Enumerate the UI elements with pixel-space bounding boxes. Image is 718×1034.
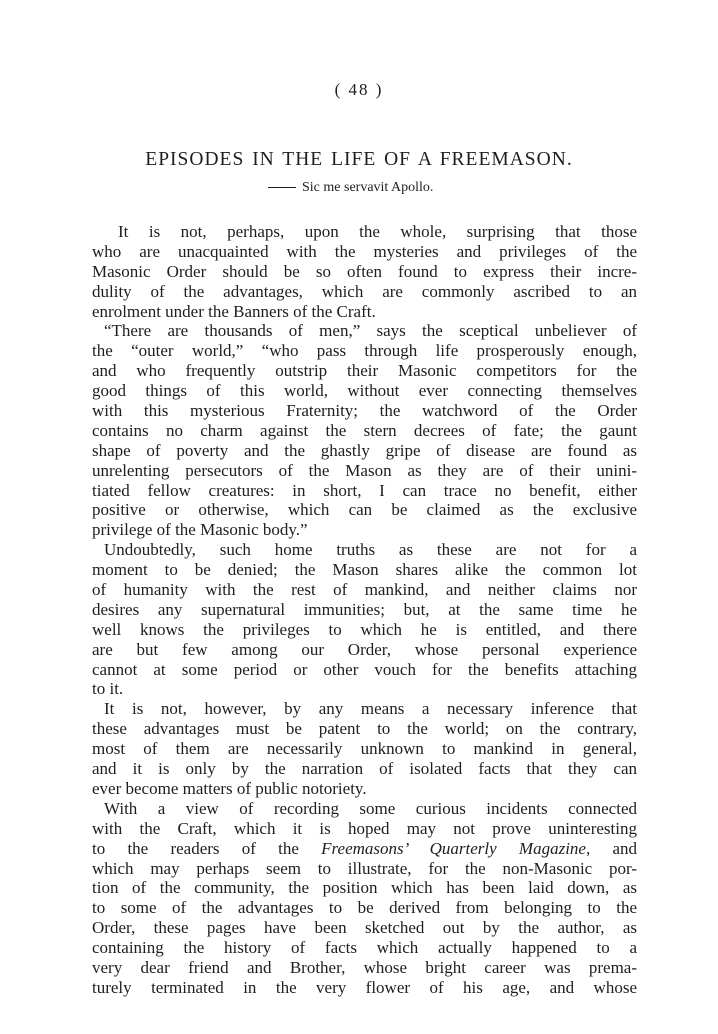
text-line: unrelenting persecutors of the Mason as they are of their unini- <box>92 460 637 480</box>
text-line: contains no charm against the stern decrees of fate; the gaunt <box>92 420 637 440</box>
text-line: and it is only by the narration of isolated facts that they can <box>92 759 637 779</box>
text-line: enrolment under the Banners of the Craft. <box>92 301 376 321</box>
text-line: dulity of the advantages, which are commonly ascribed to an <box>92 281 637 301</box>
text-line: Order, these pages have been sketched out by the author, as <box>92 918 637 938</box>
text-line: of humanity with the rest of mankind, and neither claims nor <box>92 580 637 600</box>
epigraph-text: Sic me servavit Apollo. <box>302 180 434 195</box>
body-text <box>92 222 637 998</box>
epigraph-dash <box>268 187 296 188</box>
text-line: most of them are necessarily unknown to mankind in general, <box>92 739 637 759</box>
text-line: Masonic Order should be so often found to express their incre- <box>92 261 637 281</box>
text-line: tion of the community, the position which has been laid down, as <box>92 878 637 898</box>
text-line: the “outer world,” “who pass through life prosperously enough, <box>92 341 637 361</box>
text-line: Undoubtedly, such home truths as these are not for a <box>104 540 637 560</box>
text-line: and who frequently outstrip their Masonic competitors for the <box>92 361 637 381</box>
text-line: It is not, however, by any means a necessary inference that <box>104 699 637 719</box>
text-line: desires any supernatural immunities; but, at the same time he <box>92 599 637 619</box>
page-number: ( 48 ) <box>334 80 384 99</box>
text-line: well knows the privileges to which he is entitled, and there <box>92 619 637 639</box>
text-line: moment to be denied; the Mason shares alike the common lot <box>92 560 637 580</box>
text-line: cannot at some period or other vouch for the benefits attaching <box>92 659 637 679</box>
text-line: to it. <box>92 679 124 699</box>
text-line: shape of poverty and the ghastly gripe of disease are found as <box>92 440 637 460</box>
text-fragment: to the readers of the <box>92 838 322 858</box>
text-line: It is not, perhaps, upon the whole, surprising that those <box>118 222 637 241</box>
text-line: privilege of the Masonic body.” <box>92 520 308 540</box>
text-line-with-italic <box>92 839 637 859</box>
text-line: tiated fellow creatures: in short, I can trace no benefit, either <box>92 480 637 500</box>
text-line: “There are thousands of men,” says the sceptical unbeliever of <box>104 321 637 341</box>
text-line: with the Craft, which it is hoped may not prove uninteresting <box>92 818 637 838</box>
text-line: good things of this world, without ever connecting themselves <box>92 381 637 401</box>
magazine-title: Freemasons’ Quarterly Magazine, <box>321 838 591 858</box>
text-line: are but few among our Order, whose personal experience <box>92 639 637 659</box>
page-title: EPISODES IN THE LIFE OF A FREEMASON. <box>145 149 573 170</box>
text-line: ever become matters of public notoriety. <box>92 778 367 798</box>
text-line: these advantages must be patent to the world; on the contrary, <box>92 719 637 739</box>
epigraph <box>268 180 433 196</box>
text-line: containing the history of facts which actually happened to a <box>92 938 637 958</box>
text-line: positive or otherwise, which can be claimed as the exclusive <box>92 500 637 520</box>
text-line: who are unacquainted with the mysteries and privileges of the <box>92 241 637 261</box>
text-line: turely terminated in the very flower of his age, and whose <box>92 977 637 997</box>
text-line: very dear friend and Brother, whose bright career was prema- <box>92 957 637 977</box>
text-line: which may perhaps seem to illustrate, for the non-Masonic por- <box>92 858 637 878</box>
text-fragment: and <box>590 838 637 858</box>
text-line: with this mysterious Fraternity; the watchword of the Order <box>92 401 637 421</box>
text-line: With a view of recording some curious incidents connected <box>104 798 637 818</box>
text-line: to some of the advantages to be derived from belonging to the <box>92 898 637 918</box>
